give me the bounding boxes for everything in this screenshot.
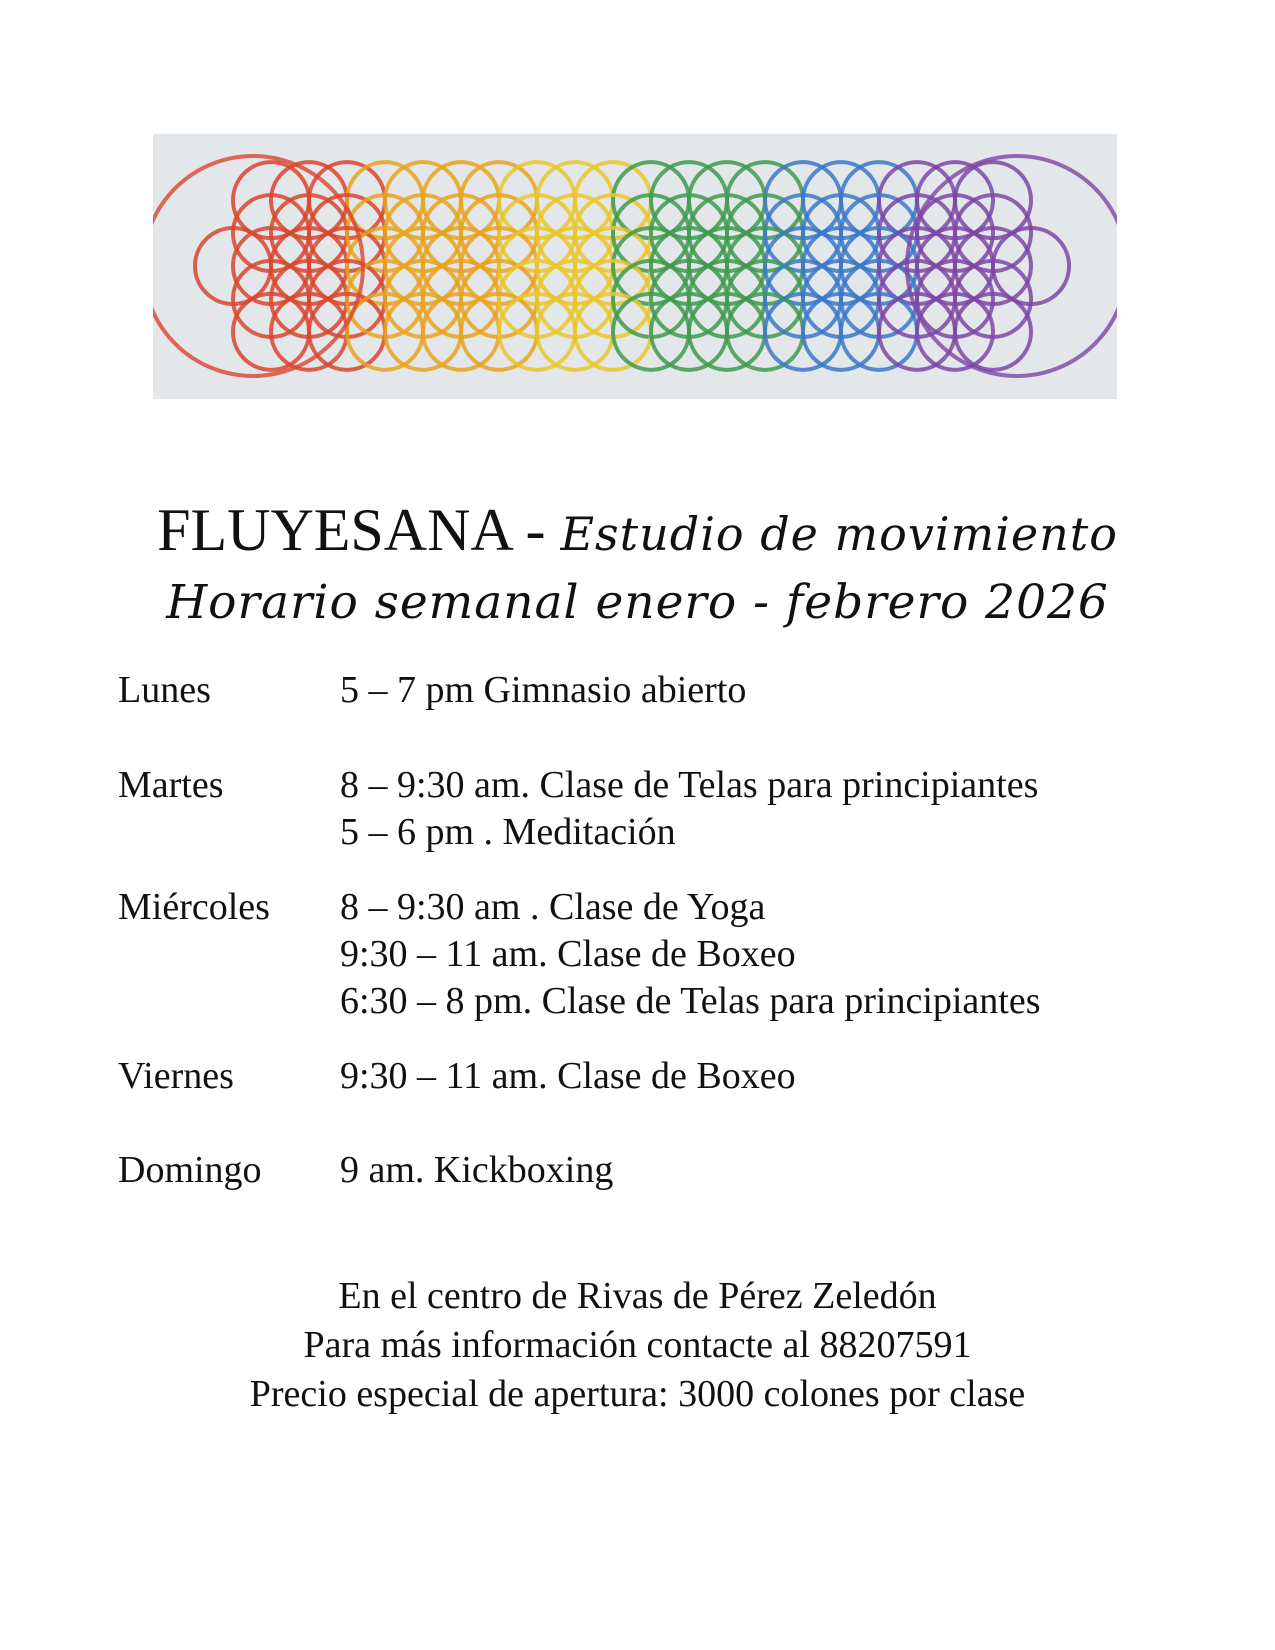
schedule-slot: 9:30 – 11 am. Clase de Boxeo: [340, 1055, 796, 1097]
schedule-slot: 8 – 9:30 am. Clase de Telas para principiantes: [340, 764, 1039, 806]
day-martes: Martes: [118, 764, 224, 806]
day-domingo: Domingo: [118, 1149, 262, 1191]
schedule-slot: 6:30 – 8 pm. Clase de Telas para principiantes: [340, 980, 1041, 1022]
schedule-slot: 9 am. Kickboxing: [340, 1149, 614, 1191]
footer-info: [0, 1272, 1275, 1419]
contact-text: Para más información contacte al 88207591: [303, 1324, 972, 1366]
price-text: Precio especial de apertura: 3000 colones por clase: [249, 1373, 1026, 1415]
schedule-slot: 5 – 7 pm Gimnasio abierto: [340, 669, 747, 711]
day-lunes: Lunes: [118, 669, 211, 711]
schedule-slot: 5 – 6 pm . Meditación: [340, 811, 676, 853]
day-miercoles: Miércoles: [118, 886, 270, 928]
schedule-title: Horario semanal enero - febrero 2026: [166, 575, 1109, 630]
location-text: En el centro de Rivas de Pérez Zeledón: [338, 1275, 937, 1317]
schedule-slot: 8 – 9:30 am . Clase de Yoga: [340, 886, 766, 928]
schedule-slot: 9:30 – 11 am. Clase de Boxeo: [340, 933, 796, 975]
studio-subtitle: Estudio de movimiento: [560, 507, 1118, 561]
brand-name: FLUYESANA -: [157, 497, 561, 563]
day-viernes: Viernes: [118, 1055, 234, 1097]
